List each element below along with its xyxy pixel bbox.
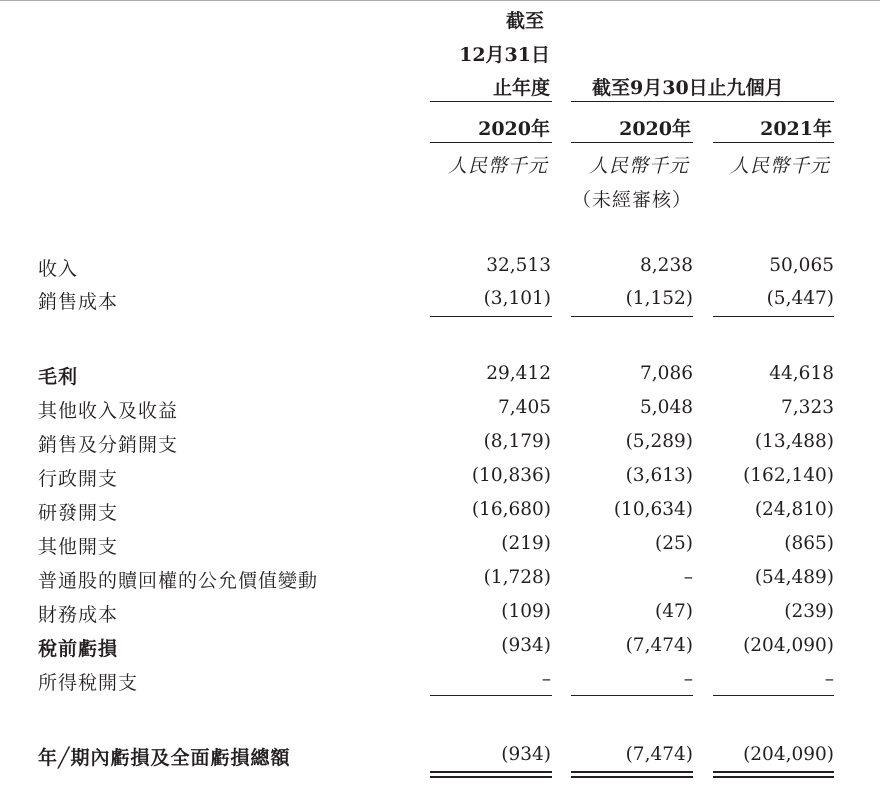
row-label: 稅前虧損 (38, 638, 119, 660)
row-label: 研發開支 (38, 502, 119, 524)
row-value-col3: (54,489) (754, 567, 834, 588)
row-value-col1: (219) (501, 533, 551, 554)
tax-rule-col2 (571, 695, 693, 696)
row-value-col2: (25) (655, 533, 693, 554)
row-value-col2: 5,048 (640, 397, 693, 418)
row-value-col3: – (824, 669, 834, 690)
row-value-col2: 8,238 (640, 255, 693, 276)
row-value-col2: (7,474) (625, 635, 693, 656)
top-border (0, 0, 880, 1)
row-value-col2: 7,086 (640, 363, 693, 384)
row-value-col1: (934) (501, 635, 551, 656)
row-label: 所得稅開支 (38, 672, 139, 694)
unit-col2: 人民幣千元 (588, 155, 689, 177)
header-nine-months-label: 截至9月30日止九個月 (592, 77, 784, 99)
row-label: 普通股的贖回權的公允價值變動 (38, 570, 319, 592)
row-value-col1: (16,680) (471, 499, 551, 520)
unaudited-note: （未經審核） (572, 189, 693, 211)
unit-col1: 人民幣千元 (447, 155, 548, 177)
subtotal-rule-col2 (571, 316, 693, 317)
row-value-col1: (10,836) (471, 465, 551, 486)
row-label: 行政開支 (38, 468, 119, 490)
header-col1-line2: 12月31日 (459, 44, 550, 66)
row-value-col1: 32,513 (486, 255, 551, 276)
row-value-col3: (239) (784, 601, 834, 622)
total-double-rule-col2 (571, 771, 693, 778)
row-value-col1: 29,412 (486, 363, 551, 384)
year-col1: 2020年 (478, 118, 550, 140)
row-value-col2: (10,634) (613, 499, 693, 520)
row-value-col2: (3,613) (625, 465, 693, 486)
row-label: 收入 (38, 258, 79, 280)
row-value-col3: (204,090) (743, 744, 834, 765)
row-value-col3: (13,488) (754, 431, 834, 452)
row-label: 銷售成本 (38, 291, 119, 313)
row-label: 毛利 (38, 366, 79, 388)
row-value-col2: (7,474) (625, 744, 693, 765)
row-value-col2: (1,152) (625, 288, 693, 309)
row-value-col1: (934) (501, 744, 551, 765)
row-value-col3: (865) (784, 533, 834, 554)
row-value-col1: (3,101) (483, 288, 551, 309)
header-col1-line3: 止年度 (492, 77, 550, 99)
total-double-rule-col1 (430, 771, 552, 778)
year-rule-col1 (430, 142, 552, 143)
row-value-col3: (162,140) (743, 465, 834, 486)
header-col1-line1: 截至 (506, 10, 545, 32)
row-label: 年╱期內虧損及全面虧損總額 (38, 747, 291, 769)
row-label: 其他開支 (38, 536, 119, 558)
row-value-col1: – (541, 669, 551, 690)
header-rule-col1 (430, 101, 552, 102)
tax-rule-col3 (713, 695, 834, 696)
year-rule-col2 (571, 142, 693, 143)
row-value-col1: (1,728) (483, 567, 551, 588)
row-value-col3: (24,810) (754, 499, 834, 520)
row-value-col1: 7,405 (498, 397, 551, 418)
row-value-col2: (5,289) (625, 431, 693, 452)
row-value-col1: (8,179) (483, 431, 551, 452)
row-value-col2: – (683, 669, 693, 690)
header-rule-nine-months (571, 101, 834, 102)
tax-rule-col1 (430, 695, 552, 696)
row-value-col3: (204,090) (743, 635, 834, 656)
row-value-col2: (47) (655, 601, 693, 622)
row-label: 其他收入及收益 (38, 400, 179, 422)
row-value-col3: 44,618 (769, 363, 834, 384)
row-value-col1: (109) (501, 601, 551, 622)
row-label: 銷售及分銷開支 (38, 434, 179, 456)
subtotal-rule-col1 (430, 316, 552, 317)
year-col2: 2020年 (619, 118, 691, 140)
year-rule-col3 (713, 142, 834, 143)
subtotal-rule-col3 (713, 316, 834, 317)
year-col3: 2021年 (760, 118, 832, 140)
unit-col3: 人民幣千元 (729, 155, 830, 177)
total-double-rule-col3 (713, 771, 834, 778)
row-value-col3: 50,065 (769, 255, 834, 276)
row-label: 財務成本 (38, 604, 119, 626)
row-value-col3: (5,447) (766, 288, 834, 309)
row-value-col3: 7,323 (781, 397, 834, 418)
row-value-col2: – (683, 567, 693, 588)
